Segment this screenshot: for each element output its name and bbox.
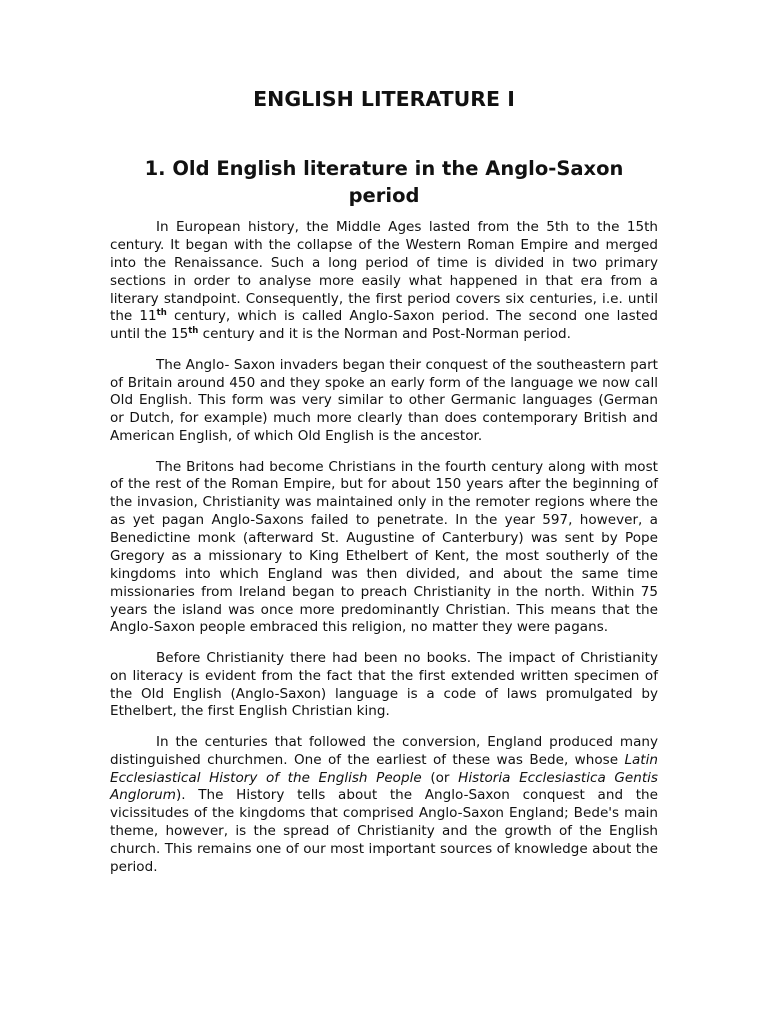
- paragraph-5-text-a: In the centuries that followed the conversion, England produced many distinguished churchmen. One of the earliest of these was Bede, whose: [110, 733, 658, 768]
- paragraph-2: The Anglo- Saxon invaders began their conquest of the southeastern part of Britain around 450 and they spoke an early form of the language we now call Old English. This form was very similar to other Germanic languages (German or Dutch, for example) much more clearly than does contemporary British and American English, of which Old English is the ancestor.: [110, 356, 658, 445]
- paragraph-5: [110, 734, 658, 877]
- section-heading: [110, 155, 658, 209]
- superscript-th: th: [156, 308, 167, 319]
- paragraph-1-text-a: In European history, the Middle Ages lasted from the 5th to the 15th century. It began with the collapse of the Western Roman Empire and merged into the Renaissance. Such a long period of time is divided in two primary sections in order to analyse more easily what happened in that era from a literary standpoint. Consequently, the first period covers six centuries, i.e. until the 11: [110, 219, 658, 325]
- document-body: [110, 219, 658, 889]
- paragraph-1: [110, 219, 658, 344]
- paragraph-3: The Britons had become Christians in the fourth century along with most of the rest of the Roman Empire, but for about 150 years after the beginning of the invasion, Christianity was maintained only in the remoter regions where the as yet pagan Anglo-Saxons failed to penetrate. In the year 597, however, a Benedictine monk (afterward St. Augustine of Canterbury) was sent by Pope Gregory as a missionary to King Ethelbert of Kent, the most southerly of the kingdoms into which England was then divided, and about the same time missionaries from Ireland began to preach Christianity in the north. Within 75 years the island was once more predominantly Christian. This means that the Anglo-Saxon people embraced this religion, no matter they were pagans.: [110, 458, 658, 636]
- paragraph-1-text-b: century, which is called Anglo-Saxon period. The second one lasted until the 15: [110, 308, 659, 343]
- superscript-th: th: [188, 326, 199, 337]
- document-title: ENGLISH LITERATURE I: [253, 87, 515, 111]
- paragraph-1-text-c: century and it is the Norman and Post-Norman period.: [198, 326, 571, 343]
- italic-book-title: Latin Ecclesiastical History of the English People: [110, 751, 658, 786]
- paragraph-4: Before Christianity there had been no books. The impact of Christianity on literacy is evident from the fact that the first extended written specimen of the Old English (Anglo-Saxon) language is a code of laws promulgated by Ethelbert, the first English Christian king.: [110, 649, 658, 720]
- section-heading-line-1: 1. Old English literature in the Anglo-Saxon: [144, 157, 624, 180]
- italic-latin-title: Historia Ecclesiastica Gentis Anglorum: [110, 769, 658, 804]
- paragraph-5-text-b: (or: [421, 769, 459, 786]
- paragraph-5-text-c: ). The History tells about the Anglo-Saxon conquest and the vicissitudes of the kingdoms that comprised Anglo-Saxon England; Bede's main theme, however, is the spread of Christianity and the growth of the English church. This remains one of our most important sources of knowledge about the period.: [110, 787, 658, 875]
- section-heading-line-2: period: [348, 184, 420, 207]
